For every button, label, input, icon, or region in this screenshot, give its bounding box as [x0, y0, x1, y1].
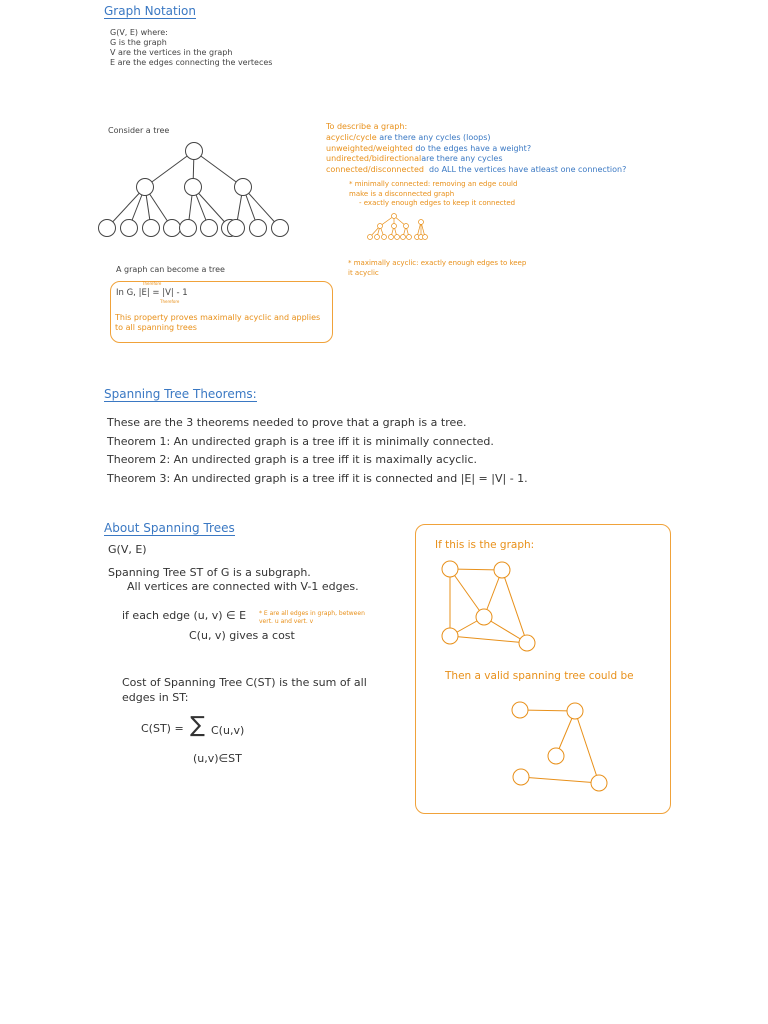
tree-node: [186, 143, 203, 160]
become-tree-label: A graph can become a tree: [116, 265, 225, 274]
note-line: it acyclic: [348, 268, 379, 277]
theorems-title: Spanning Tree Theorems:: [104, 387, 257, 401]
edge-line: if each edge (u, v) ∈ E: [122, 609, 247, 622]
sum-symbol: ∑: [190, 713, 205, 738]
graph-node: [519, 635, 535, 651]
sum-rhs: C(u,v): [211, 724, 245, 737]
tree-node: [143, 220, 160, 237]
box-subtitle: Then a valid spanning tree could be: [445, 670, 634, 682]
tree-node: [513, 769, 529, 785]
notation-line: G is the graph: [110, 38, 167, 47]
describe-row: undirected/bidirectionalare there any cycles: [326, 154, 503, 164]
graph-node: [442, 628, 458, 644]
graph-node: [494, 562, 510, 578]
formula-sub-top: Therefore: [142, 281, 162, 286]
note-line: - exactly enough edges to keep it connected: [359, 199, 516, 207]
theorem-line: These are the 3 theorems needed to prove that a graph is a tree.: [107, 416, 467, 429]
formula-sub-bottom: Therefore: [160, 299, 180, 304]
notation-line: V are the vertices in the graph: [110, 48, 233, 57]
property-line: to all spanning trees: [115, 323, 197, 332]
tree-node: [99, 220, 116, 237]
st-line-2: All vertices are connected with V-1 edges.: [127, 580, 359, 593]
note-line: vert. u and vert. v: [259, 618, 314, 625]
cst-line-2: edges in ST:: [122, 691, 189, 704]
min-connected-note: [349, 180, 517, 209]
describe-row: connected/disconnected do ALL the vertices have atleast one connection?: [326, 165, 627, 175]
cost-line: C(u, v) gives a cost: [189, 629, 295, 642]
theorem-line: Theorem 1: An undirected graph is a tree iff it is minimally connected.: [107, 434, 494, 448]
edge-note: [259, 610, 365, 626]
tree-node: [567, 703, 583, 719]
notation-lines: [110, 28, 272, 68]
note-line: * minimally connected: removing an edge could: [349, 180, 518, 188]
tree-node: [512, 702, 528, 718]
tree-node: [164, 220, 181, 237]
tree-node: [272, 220, 289, 237]
graph-notation-title: Graph Notation: [104, 4, 196, 18]
tree-node: [201, 220, 218, 237]
describe-block: [326, 122, 626, 176]
tree-node: [137, 179, 154, 196]
tree-diagram: [96, 140, 296, 240]
property-line: This property proves maximally acyclic and applies: [115, 313, 321, 322]
st-line-1: Spanning Tree ST of G is a subgraph.: [108, 566, 311, 579]
sum-lhs: C(ST) =: [141, 722, 184, 735]
tree-node: [250, 220, 267, 237]
tree-node: [548, 748, 564, 764]
theorem-line: Theorem 3: An undirected graph is a tree iff it is connected and |E| = |V| - 1.: [107, 471, 528, 485]
tree-node: [185, 179, 202, 196]
theorems-list: [107, 414, 528, 488]
small-tree-diagrams: [366, 212, 436, 242]
example-graph: [436, 556, 546, 656]
tree-node: [591, 775, 607, 791]
gve-label: G(V, E): [108, 543, 147, 556]
box-title: If this is the graph:: [435, 539, 535, 551]
describe-row: unweighted/weighted do the edges have a weight?: [326, 143, 532, 153]
tree-node: [228, 220, 245, 237]
sum-subscript: (u,v)∈ST: [193, 752, 242, 765]
notation-line: E are the edges connecting the verteces: [110, 58, 273, 67]
max-acyclic-note: [348, 259, 526, 278]
note-line: * maximally acyclic: exactly enough edges to keep: [348, 259, 527, 267]
tree-node: [180, 220, 197, 237]
cst-line-1: Cost of Spanning Tree C(ST) is the sum of all: [122, 676, 367, 689]
consider-tree-label: Consider a tree: [108, 126, 170, 135]
tree-node: [121, 220, 138, 237]
formula: In G, |E| = |V| - 1: [116, 288, 188, 298]
graph-node: [442, 561, 458, 577]
theorem-line: Theorem 2: An undirected graph is a tree iff it is maximally acyclic.: [107, 453, 478, 466]
describe-row: acyclic/cycle are there any cycles (loops): [326, 132, 491, 142]
property-text: [115, 313, 320, 333]
tree-node: [235, 179, 252, 196]
notation-line: G(V, E) where:: [110, 28, 168, 37]
describe-title: To describe a graph:: [326, 122, 408, 131]
graph-node: [476, 609, 492, 625]
note-line: * E are all edges in graph, between: [259, 610, 365, 617]
note-line: make is a disconnected graph: [349, 189, 455, 198]
about-spanning-title: About Spanning Trees: [104, 521, 235, 535]
spanning-tree-example: [506, 696, 616, 796]
